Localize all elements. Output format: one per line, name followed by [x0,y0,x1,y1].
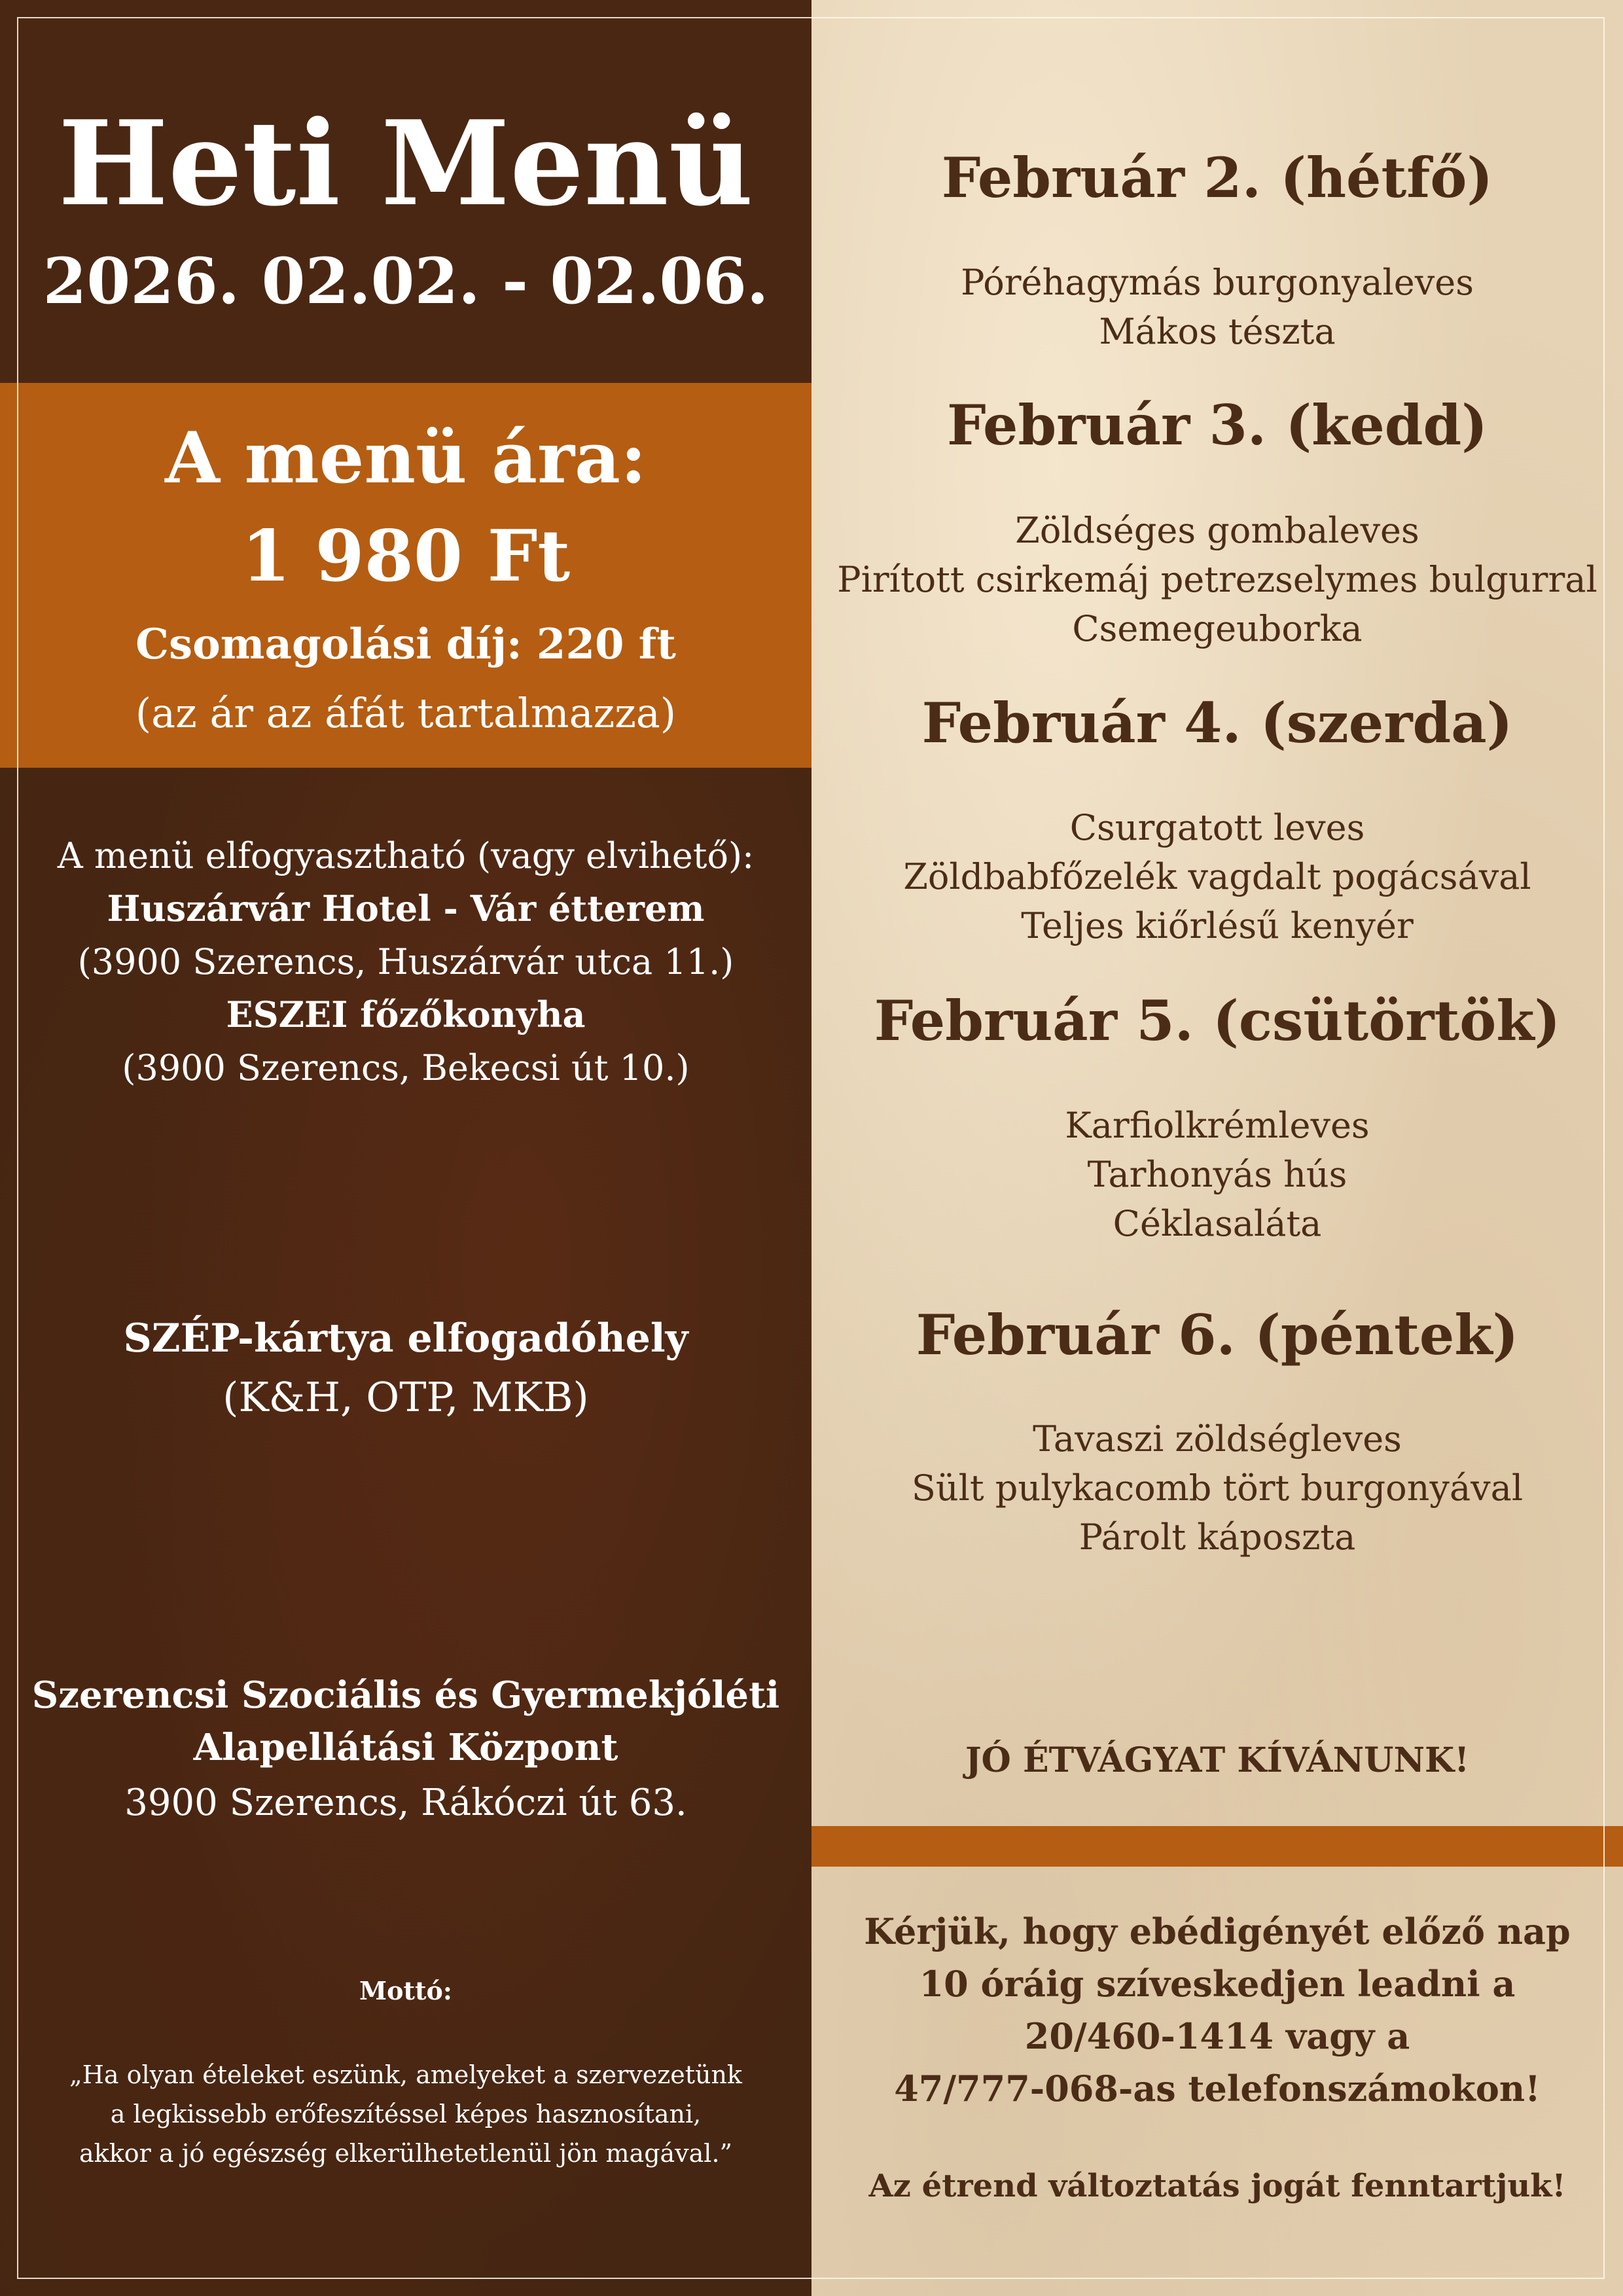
price-heading: A menü ára: [165,417,647,499]
motto-line: akkor a jó egészség elkerülhetetlenül jön magával.” [79,2139,732,2168]
day-title-wednesday: Február 4. (szerda) [921,691,1513,755]
card-title: SZÉP-kártya elfogadóhely [123,1316,688,1361]
day-title-monday: Február 2. (hétfő) [941,145,1493,210]
location-2-name: ESZEI főzőkonyha [226,994,586,1035]
divider-bar [812,1826,1623,1867]
organization-name-line2: Alapellátási Központ [193,1726,618,1769]
motto-line: a legkissebb erőfeszítéssel képes hasznosítani, [110,2100,702,2128]
dish-item: Párolt káposzta [1079,1516,1356,1558]
dish-item: Póréhagymás burgonyaleves [961,262,1474,303]
dish-item: Pirított csirkemáj petrezselymes bulgurral [837,559,1597,600]
dish-item: Céklasaláta [1113,1203,1322,1244]
dish-item: Teljes kiőrlésű kenyér [1021,905,1414,946]
dish-item: Csurgatott leves [1069,807,1365,848]
organization-name-line1: Szerencsi Szociális és Gyermekjóléti [31,1674,780,1717]
order-phone-line: 47/777-068-as telefonszámokon! [894,2068,1541,2109]
day-title-tuesday: Február 3. (kedd) [946,393,1488,457]
dish-item: Zöldséges gombaleves [1015,510,1419,551]
order-instruction-line: 10 óráig szíveskedjen leadni a [919,1963,1516,2005]
card-banks: (K&H, OTP, MKB) [223,1373,589,1421]
day-title-thursday: Február 5. (csütörtök) [874,988,1561,1053]
bon-appetit: JÓ ÉTVÁGYAT KÍVÁNUNK! [965,1740,1470,1780]
packaging-fee: Csomagolási díj: 220 ft [135,620,676,669]
location-1-address: (3900 Szerencs, Huszárvár utca 11.) [77,941,734,982]
dish-item: Tavaszi zöldségleves [1033,1418,1402,1460]
motto-label: Mottó: [359,1976,452,2005]
location-1-name: Huszárvár Hotel - Vár étterem [107,888,705,929]
order-instruction-line: Kérjük, hogy ebédigényét előző nap [864,1910,1571,1952]
dish-item: Karfiolkrémleves [1065,1105,1370,1146]
dish-item: Mákos tészta [1099,311,1336,352]
location-2-address: (3900 Szerencs, Bekecsi út 10.) [122,1047,690,1088]
dish-item: Tarhonyás hús [1087,1154,1347,1195]
dish-item: Zöldbabfőzelék vagdalt pogácsával [903,856,1531,897]
disclaimer: Az étrend változtatás jogát fenntartjuk! [868,2168,1566,2204]
order-phone-line: 20/460-1414 vagy a [1024,2015,1410,2057]
organization-address: 3900 Szerencs, Rákóczi út 63. [124,1782,687,1824]
locations-intro: A menü elfogyasztható (vagy elvihető): [57,835,755,876]
day-title-friday: Február 6. (péntek) [916,1302,1519,1367]
page-title: Heti Menü [58,95,754,232]
vat-note: (az ár az áfát tartalmazza) [135,689,677,737]
motto-line: „Ha olyan ételeket eszünk, amelyeket a szervezetünk [69,2060,742,2089]
price-value: 1 980 Ft [241,515,571,598]
dish-item: Sült pulykacomb tört burgonyával [911,1467,1524,1509]
dish-item: Csemegeuborka [1072,608,1363,649]
date-range: 2026. 02.02. - 02.06. [43,244,769,318]
